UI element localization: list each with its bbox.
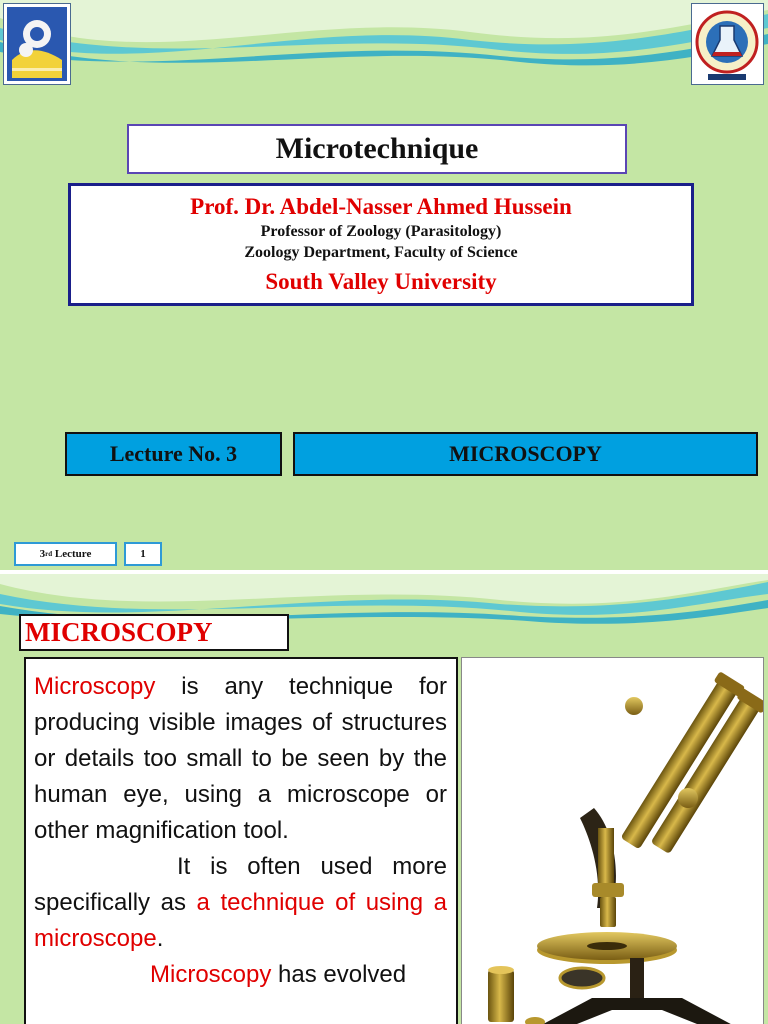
author-name: Prof. Dr. Abdel-Nasser Ahmed Hussein (190, 194, 572, 219)
footer-lecture-word: Lecture (54, 548, 92, 560)
paragraph-2-end: . (156, 925, 164, 952)
author-card (68, 183, 694, 306)
slide-title: Microtechnique (127, 124, 627, 174)
paragraph-2-text: It is often used more specifically as (34, 853, 447, 916)
faculty-logo (691, 3, 764, 85)
paragraph-2-highlight: a technique of using a microscope (34, 889, 447, 952)
paragraph-3 (34, 957, 447, 993)
microscope-icon (462, 658, 763, 1024)
university-seal-icon (4, 4, 70, 84)
university-logo (3, 3, 71, 85)
term-microscopy-2: Microscopy (150, 961, 272, 988)
paragraph-1-text: is any technique for producing visible images of structures or details too small to be seen by the human eye, using a microscope or other magnification tool. (34, 673, 447, 844)
footer-page-number: 1 (124, 542, 162, 566)
section-heading: MICROSCOPY (19, 614, 289, 651)
content-slide (0, 574, 768, 1024)
paragraph-1 (34, 669, 447, 849)
paragraph-3-text: has evolved (271, 961, 407, 988)
term-microscopy: Microscopy (34, 673, 156, 700)
paragraph-2 (34, 849, 447, 957)
author-university: South Valley University (265, 269, 497, 294)
lecture-number-label: Lecture No. 3 (65, 432, 282, 476)
author-department: Zoology Department, Faculty of Science (244, 244, 518, 261)
faculty-seal-icon (692, 4, 763, 84)
slide-separator (0, 570, 768, 574)
header-wave (0, 0, 768, 90)
definition-text (24, 657, 458, 1024)
footer-lecture-suffix: rd (45, 550, 53, 558)
lecture-topic-label: MICROSCOPY (293, 432, 758, 476)
footer-lecture-num: 3 (39, 548, 46, 560)
microscope-photo (461, 657, 764, 1024)
footer-lecture-badge (14, 542, 117, 566)
author-position: Professor of Zoology (Parasitology) (260, 223, 502, 240)
